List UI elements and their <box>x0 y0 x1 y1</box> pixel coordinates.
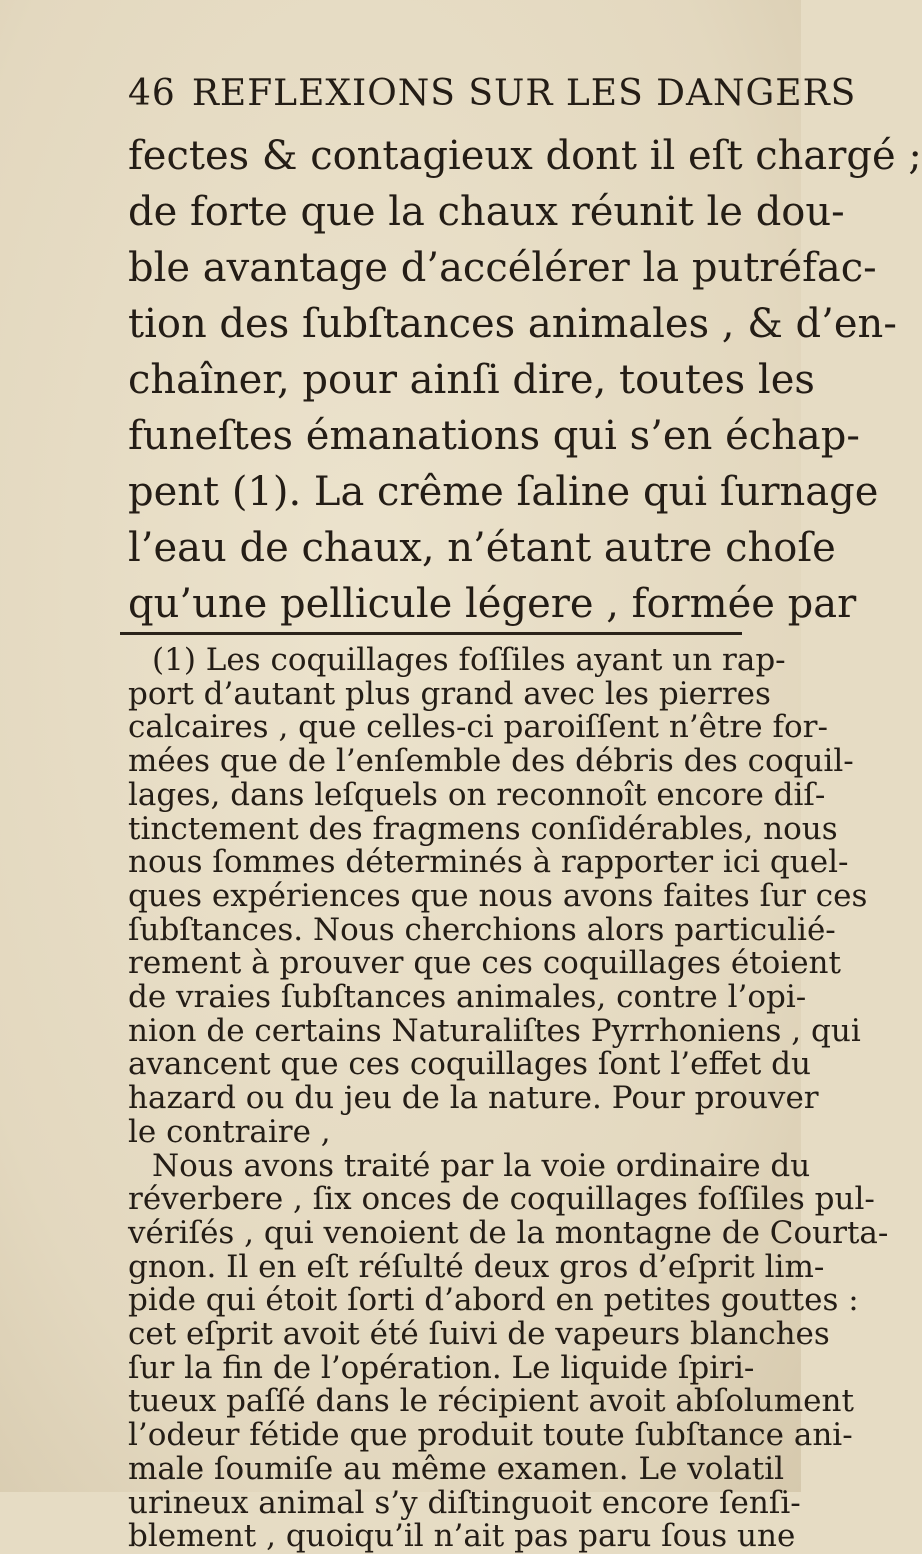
text-line: pent (1). La crême ſaline qui ſurnage <box>128 469 879 515</box>
footnote-line: tinctement des fragmens conſidérables, nous <box>128 810 838 847</box>
main-text <box>128 128 922 632</box>
footnote-line: hazard ou du jeu de la nature. Pour prouver <box>128 1080 819 1117</box>
footnote-line: tueux paſſé dans le récipient avoit abſolument <box>128 1383 854 1420</box>
text-line: funeſtes émanations qui s’en échap- <box>128 413 860 459</box>
footnote <box>128 642 889 1554</box>
page-header <box>128 73 857 114</box>
footnote-line: urineux animal s’y diſtinguoit encore ſenſi- <box>128 1484 801 1521</box>
footnote-line: vériſés , qui venoient de la montagne de Courta- <box>128 1214 889 1251</box>
footnote-line: nous ſommes déterminés à rapporter ici quel- <box>128 844 849 881</box>
footnote-line: avancent que ces coquillages ſont l’effet du <box>128 1046 811 1083</box>
footnote-line: gnon. Il en eſt réſulté deux gros d’eſprit lim- <box>128 1248 825 1285</box>
footnote-line: de vraies ſubſtances animales, contre l’opi- <box>128 979 807 1016</box>
footnote-line: rement à prouver que ces coquillages étoient <box>128 945 841 982</box>
page-number: 46 <box>128 73 176 114</box>
text-line: l’eau de chaux, n’étant autre choſe <box>128 525 836 571</box>
text-line: tion des ſubſtances animales , & d’en- <box>128 301 897 347</box>
footnote-line: lages, dans leſquels on reconnoît encore diſ- <box>128 776 826 813</box>
text-line: de forte que la chaux réunit le dou- <box>128 189 845 235</box>
footnote-line: pide qui étoit ſorti d’abord en petites gouttes : <box>128 1282 859 1319</box>
footnote-divider <box>120 632 742 635</box>
text-line: ble avantage d’accélérer la putréfac- <box>128 245 877 291</box>
footnote-line: ſubſtances. Nous cherchions alors particulié- <box>128 911 836 948</box>
text-line: fectes & contagieux dont il eſt chargé ; <box>128 133 922 179</box>
footnote-line: male ſoumiſe au même examen. Le volatil <box>128 1450 785 1487</box>
text-line: qu’une pellicule légere , formée par <box>128 581 857 627</box>
footnote-line: calcaires , que celles-ci paroiſſent n’être for- <box>128 709 828 746</box>
footnote-line: cet eſprit avoit été ſuivi de vapeurs blanches <box>128 1316 830 1353</box>
footnote-line: (1) Les coquillages foſſiles ayant un rap- <box>152 642 786 678</box>
footnote-line: ques expériences que nous avons faites ſur ces <box>128 877 868 914</box>
footnote-line: mées que de l’enſemble des débris des coquil- <box>128 743 854 780</box>
footnote-line: ſur la fin de l’opération. Le liquide ſpiri- <box>128 1349 755 1386</box>
footnote-line: nion de certains Naturaliſtes Pyrrhoniens , qui <box>128 1012 861 1049</box>
footnote-line: réverbere , ſix onces de coquillages foſſiles pul- <box>128 1181 875 1218</box>
footnote-line: port d’autant plus grand avec les pierres <box>128 675 771 712</box>
footnote-line: le contraire , <box>128 1113 331 1150</box>
footnote-line: blement , quoiqu’il n’ait pas paru ſous une <box>128 1518 796 1554</box>
footnote-line: l’odeur fétide que produit toute ſubſtance ani- <box>128 1417 853 1454</box>
text-line: chaîner, pour ainſi dire, toutes les <box>128 357 815 403</box>
running-title: REFLEXIONS SUR LES DANGERS <box>191 73 857 114</box>
footnote-line: Nous avons traité par la voie ordinaire du <box>152 1147 811 1184</box>
